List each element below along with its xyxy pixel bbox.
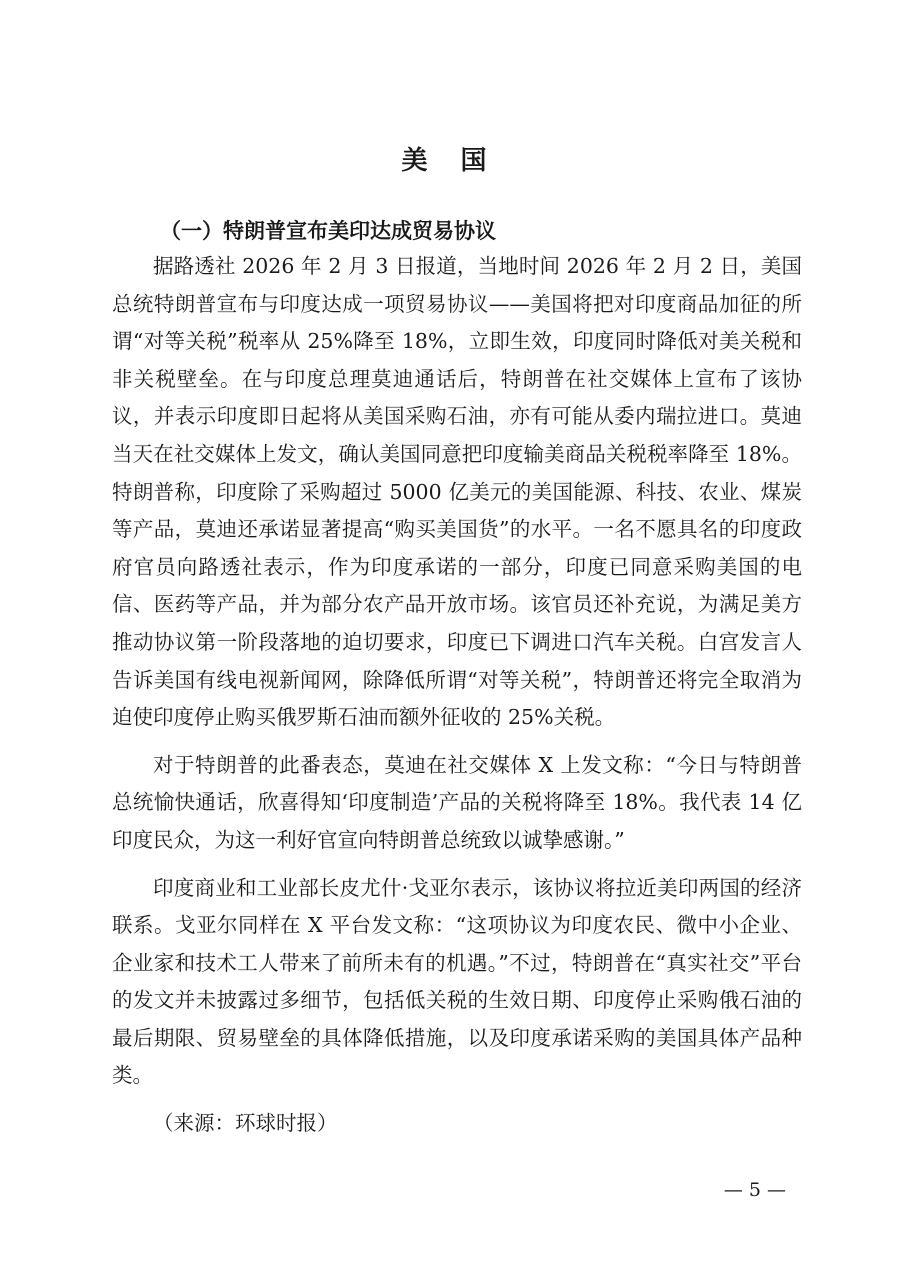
paragraph-3: 印度商业和工业部长皮尤什·戈亚尔表示，该协议将拉近美印两国的经济联系。戈亚尔同样在 X 平台发文称：“这项协议为印度农民、微中小企业、企业家和技术工人带来了前所未有的机遇。”不过，特朗普在“真实社交”平台的发文并未披露过多细节，包括低关税的生效日期、印度停止采购俄石油的最后期限、贸易壁垒的具体降低措施，以及印度承诺采购的美国具体产品种类。 xyxy=(112,875,802,1088)
section-heading: （一）特朗普宣布美印达成贸易协议 xyxy=(160,219,496,243)
page-number: — 5 — xyxy=(723,1179,786,1201)
paragraph-2: 对于特朗普的此番表态，莫迪在社交媒体 X 上发文称：“今日与特朗普总统愉快通话，欣喜得知‘印度制造’产品的关税将降至 18%。我代表 14 亿印度民众，为这一利好官宣向特朗普总统致以诚挚感谢。” xyxy=(112,752,802,852)
source-citation: （来源：环球时报） xyxy=(153,1111,338,1136)
article-body xyxy=(112,248,802,1143)
paragraph-1: 据路透社 2026 年 2 月 3 日报道，当地时间 2026 年 2 月 2 日，美国总统特朗普宣布与印度达成一项贸易协议——美国将把对印度商品加征的所谓“对等关税”税率从 25%降至 18%，立即生效，印度同时降低对美关税和非关税壁垒。在与印度总理莫迪通话后，特朗普在社交媒体上宣布了该协议，并表示印度即日起将从美国采购石油，亦有可能从委内瑞拉进口。莫迪当天在社交媒体上发文，确认美国同意把印度输美商品关税税率降至 18%。特朗普称，印度除了采购超过 5000 亿美元的美国能源、科技、农业、煤炭等产品，莫迪还承诺显著提高“购买美国货”的水平。一名不愿具名的印度政府官员向路透社表示，作为印度承诺的一部分，印度已同意采购美国的电信、医药等产品，并为部分农产品开放市场。该官员还补充说，为满足美方推动协议第一阶段落地的迫切要求，印度已下调进口汽车关税。白宫发言人告诉美国有线电视新闻网，除降低所谓“对等关税”，特朗普还将完全取消为迫使印度停止购买俄罗斯石油而额外征收的 25%关税。 xyxy=(112,254,802,730)
page-title: 美 国 xyxy=(401,146,499,176)
